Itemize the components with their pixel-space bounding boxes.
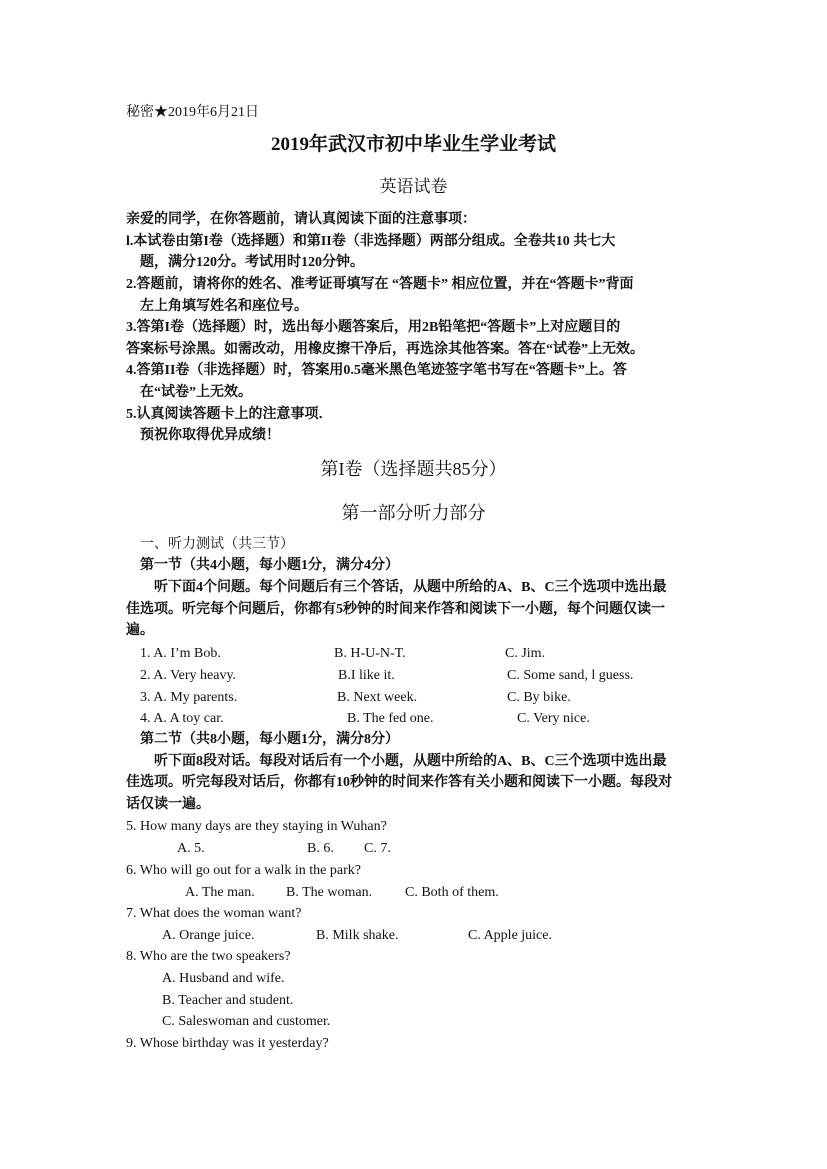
option-b: B. 6. [307,841,334,856]
notice-item: 3.答第I卷（选择题）时，选出每小题答案后，用2B铅笔把“答题卡”上对应题目的 [126,320,621,335]
part1-title: 第I卷（选择题共85分） [320,459,507,479]
option-a: A. Orange juice. [162,928,255,943]
option-b: B. Next week. [337,690,418,705]
notice-item: l.本试卷由第I卷（选择题）和第II卷（非选择题）两部分组成。全卷共10 共七大 [126,234,616,249]
option-c: C. Apple juice. [468,928,552,943]
option-b: B. Teacher and student. [162,993,294,1008]
option-b: B. H-U-N-T. [334,646,406,661]
question-stem: 9. Whose birthday was it yesterday? [126,1036,329,1051]
sub2-instruction: 佳选项。听完每段对话后，你都有10秒钟的时间来作答有关小题和阅读下一小题。每段对 [126,775,672,790]
option-c: C. Both of them. [405,885,499,900]
option-a: A. The man. [185,885,255,900]
question-stem: 8. Who are the two speakers? [126,949,291,964]
sub1-instruction: 佳选项。听完每个问题后，你都有5秒钟的时间来作答和阅读下一小题，每个问题仅读一 [126,602,665,617]
option-a: 3. A. My parents. [140,690,238,705]
option-a: 1. A. I’m Bob. [140,646,221,661]
question-stem: 5. How many days are they staying in Wuhan? [126,819,387,834]
sub2-title: 第二节（共8小题，每小题1分，满分8分） [140,732,399,747]
section-title: 第一部分听力部分 [341,503,486,523]
option-c: C. By bike. [507,690,571,705]
confidential-date: 秘密★2019年6月21日 [126,105,259,120]
option-c: C. Jim. [505,646,546,661]
option-b: B. The woman. [286,885,373,900]
sub2-instruction: 话仅读一遍。 [126,797,210,812]
exam-subtitle: 英语试卷 [379,177,448,196]
exam-title: 2019年武汉市初中毕业生学业考试 [270,134,556,155]
notice-item: 2.答题前，请将你的姓名、准考证哥填写在 “答题卡” 相应位置，并在“答题卡”背面 [126,277,634,292]
option-c: C. Very nice. [517,711,590,726]
option-b: B.I like it. [338,668,395,683]
sub2-instruction: 听下面8段对话。每段对话后有一个小题，从题中所给的A、B、C三个选项中选出最 [154,754,667,769]
sub1-instruction: 遍。 [126,623,154,638]
notice-item: 答案标号涂黑。如需改动，用橡皮擦干净后，再选涂其他答案。答在“试卷”上无效。 [126,342,644,357]
notice-item: 在“试卷”上无效。 [140,385,252,400]
option-c: C. 7. [364,841,391,856]
question-stem: 6. Who will go out for a walk in the park? [126,863,361,878]
option-c: C. Some sand, l guess. [507,668,634,683]
listening-heading: 一、听力测试（共三节） [140,537,294,552]
notice-item: 预祝你取得优异成绩！ [140,428,280,443]
notice-item: 4.答第II卷（非选择题）时，答案用0.5毫米黑色笔迹签字笔书写在“答题卡”上。答 [126,363,627,378]
notice-item: 题，满分120分。考试用时120分钟。 [140,255,364,270]
question-stem: 7. What does the woman want? [126,906,302,921]
sub1-title: 第一节（共4小题，每小题1分，满分4分） [140,558,399,573]
notice-item: 左上角填写姓名和座位号。 [140,299,308,314]
option-a: 4. A. A toy car. [140,711,224,726]
notice-item: 5.认真阅读答题卡上的注意事项． [126,407,333,422]
option-b: B. The fed one. [347,711,434,726]
notice-intro: 亲爱的同学，在你答题前，请认真阅读下面的注意事项： [126,212,476,227]
option-c: C. Saleswoman and customer. [162,1014,331,1029]
sub1-instruction: 听下面4个问题。每个问题后有三个答话，从题中所给的A、B、C三个选项中选出最 [154,580,667,595]
option-a: A. 5. [177,841,205,856]
option-a: A. Husband and wife. [162,971,285,986]
option-b: B. Milk shake. [316,928,399,943]
option-a: 2. A. Very heavy. [140,668,237,683]
